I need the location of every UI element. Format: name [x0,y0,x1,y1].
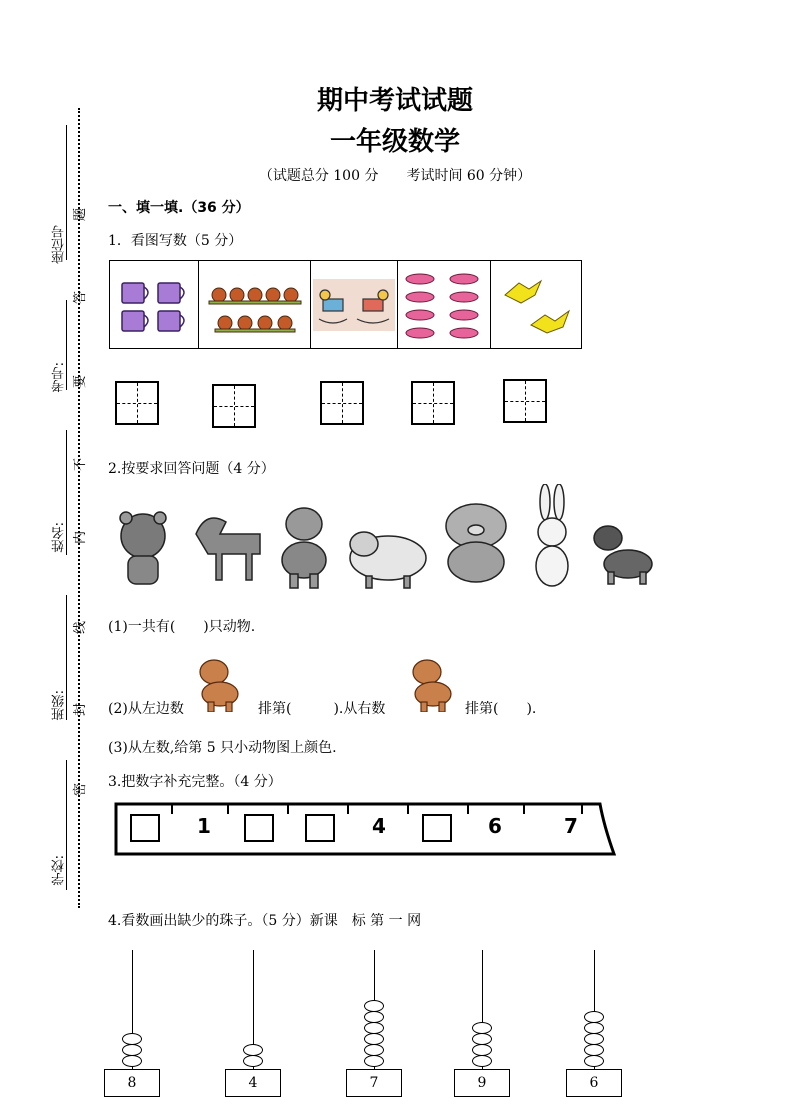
abacus-bead [122,1033,142,1045]
seal-char: 线 [73,620,89,635]
seal-char: 不 [73,457,89,472]
abacus-number-box: 7 [346,1069,402,1097]
class-label: 班级: [52,690,67,721]
q3-prompt: 3.把数字补充完整。（4 分） [108,774,282,790]
abacus-row [0,945,790,1105]
seal-char: 题 [73,207,89,222]
ruler-number: 4 [372,814,386,838]
seal-char: 密 [73,782,89,797]
seal-char: 答 [73,290,89,305]
answer-grid[interactable] [320,381,364,425]
abacus-bead [122,1044,142,1056]
abacus-bead [364,1044,384,1056]
bull-icon [192,656,250,716]
birds-icon [491,261,585,348]
animal-lineup [108,484,653,594]
ruler-number: 1 [197,814,211,838]
abacus-bead [584,1033,604,1045]
answer-grid[interactable] [411,381,455,425]
q2-sub2-part1: (2)从左边数 [108,701,184,717]
abacus-bead [243,1044,263,1056]
abacus-number-box: 4 [225,1069,281,1097]
q1-picture-strip [109,260,582,349]
cups-icon [110,261,199,348]
bull-icon [282,508,326,588]
abacus-bead [472,1044,492,1056]
abacus-bead [122,1055,142,1067]
exam-subject: 一年级数学 [329,127,460,157]
pig-icon [446,504,506,582]
sheep-icon [350,532,426,588]
ruler-blank[interactable] [305,814,335,842]
q2-sub2-part2: 排第( ).从右数 [258,701,386,717]
answer-grid[interactable] [115,381,159,425]
exam-info: （试题总分 100 分 考试时间 60 分钟） [258,168,532,184]
answer-grid[interactable] [503,379,547,423]
ruler-blank[interactable] [244,814,274,842]
abacus-bead [364,1033,384,1045]
bull-icon [405,656,463,716]
name-label: 姓名: [52,522,67,553]
q2-prompt: 2.按要求回答问题（4 分） [108,461,275,477]
abacus-bead [364,1000,384,1012]
q2-sub3: (3)从左数,给第 5 只小动物图上颜色. [108,740,337,756]
ruler-blank[interactable] [422,814,452,842]
exam-title: 期中考试试题 [316,86,473,116]
ruler-number: 6 [488,814,502,838]
ruler-blank[interactable] [130,814,160,842]
fish-icon [398,261,491,348]
rocking-horses-icon [311,261,398,348]
abacus-bead [364,1022,384,1034]
bear-icon [120,512,166,584]
abacus-bead [472,1022,492,1034]
horse-icon [196,518,260,580]
q2-sub2-part3: 排第( ). [465,701,537,717]
abacus-bead [584,1011,604,1023]
exam-no-label: 考号: [52,362,67,393]
school-label: 学校: [52,855,67,886]
q2-sub1: (1)一共有( )只动物. [108,619,256,635]
abacus-bead [364,1055,384,1067]
dog-icon [594,526,652,584]
q1-prompt: 1．看图写数（5 分） [108,233,243,249]
abacus-bead [584,1044,604,1056]
abacus-bead [364,1011,384,1023]
snails-icon [199,261,311,348]
q4-prompt: 4.看数画出缺少的珠子。（5 分）新课 标 第 一 网 [108,913,422,929]
seat-label: 座位号 [52,225,67,264]
seal-char: 要 [73,374,89,389]
abacus-bead [243,1055,263,1067]
seal-char: 封 [73,702,89,717]
answer-grid[interactable] [212,384,256,428]
abacus-bead [584,1022,604,1034]
number-ruler [112,796,622,862]
seal-char: 内 [73,530,89,545]
abacus-number-box: 9 [454,1069,510,1097]
rabbit-icon [536,484,568,586]
ruler-number: 7 [564,814,578,838]
abacus-number-box: 6 [566,1069,622,1097]
abacus-bead [472,1033,492,1045]
abacus-bead [472,1055,492,1067]
abacus-number-box: 8 [104,1069,160,1097]
section-heading: 一、填一填.（36 分） [108,200,250,216]
abacus-bead [584,1055,604,1067]
